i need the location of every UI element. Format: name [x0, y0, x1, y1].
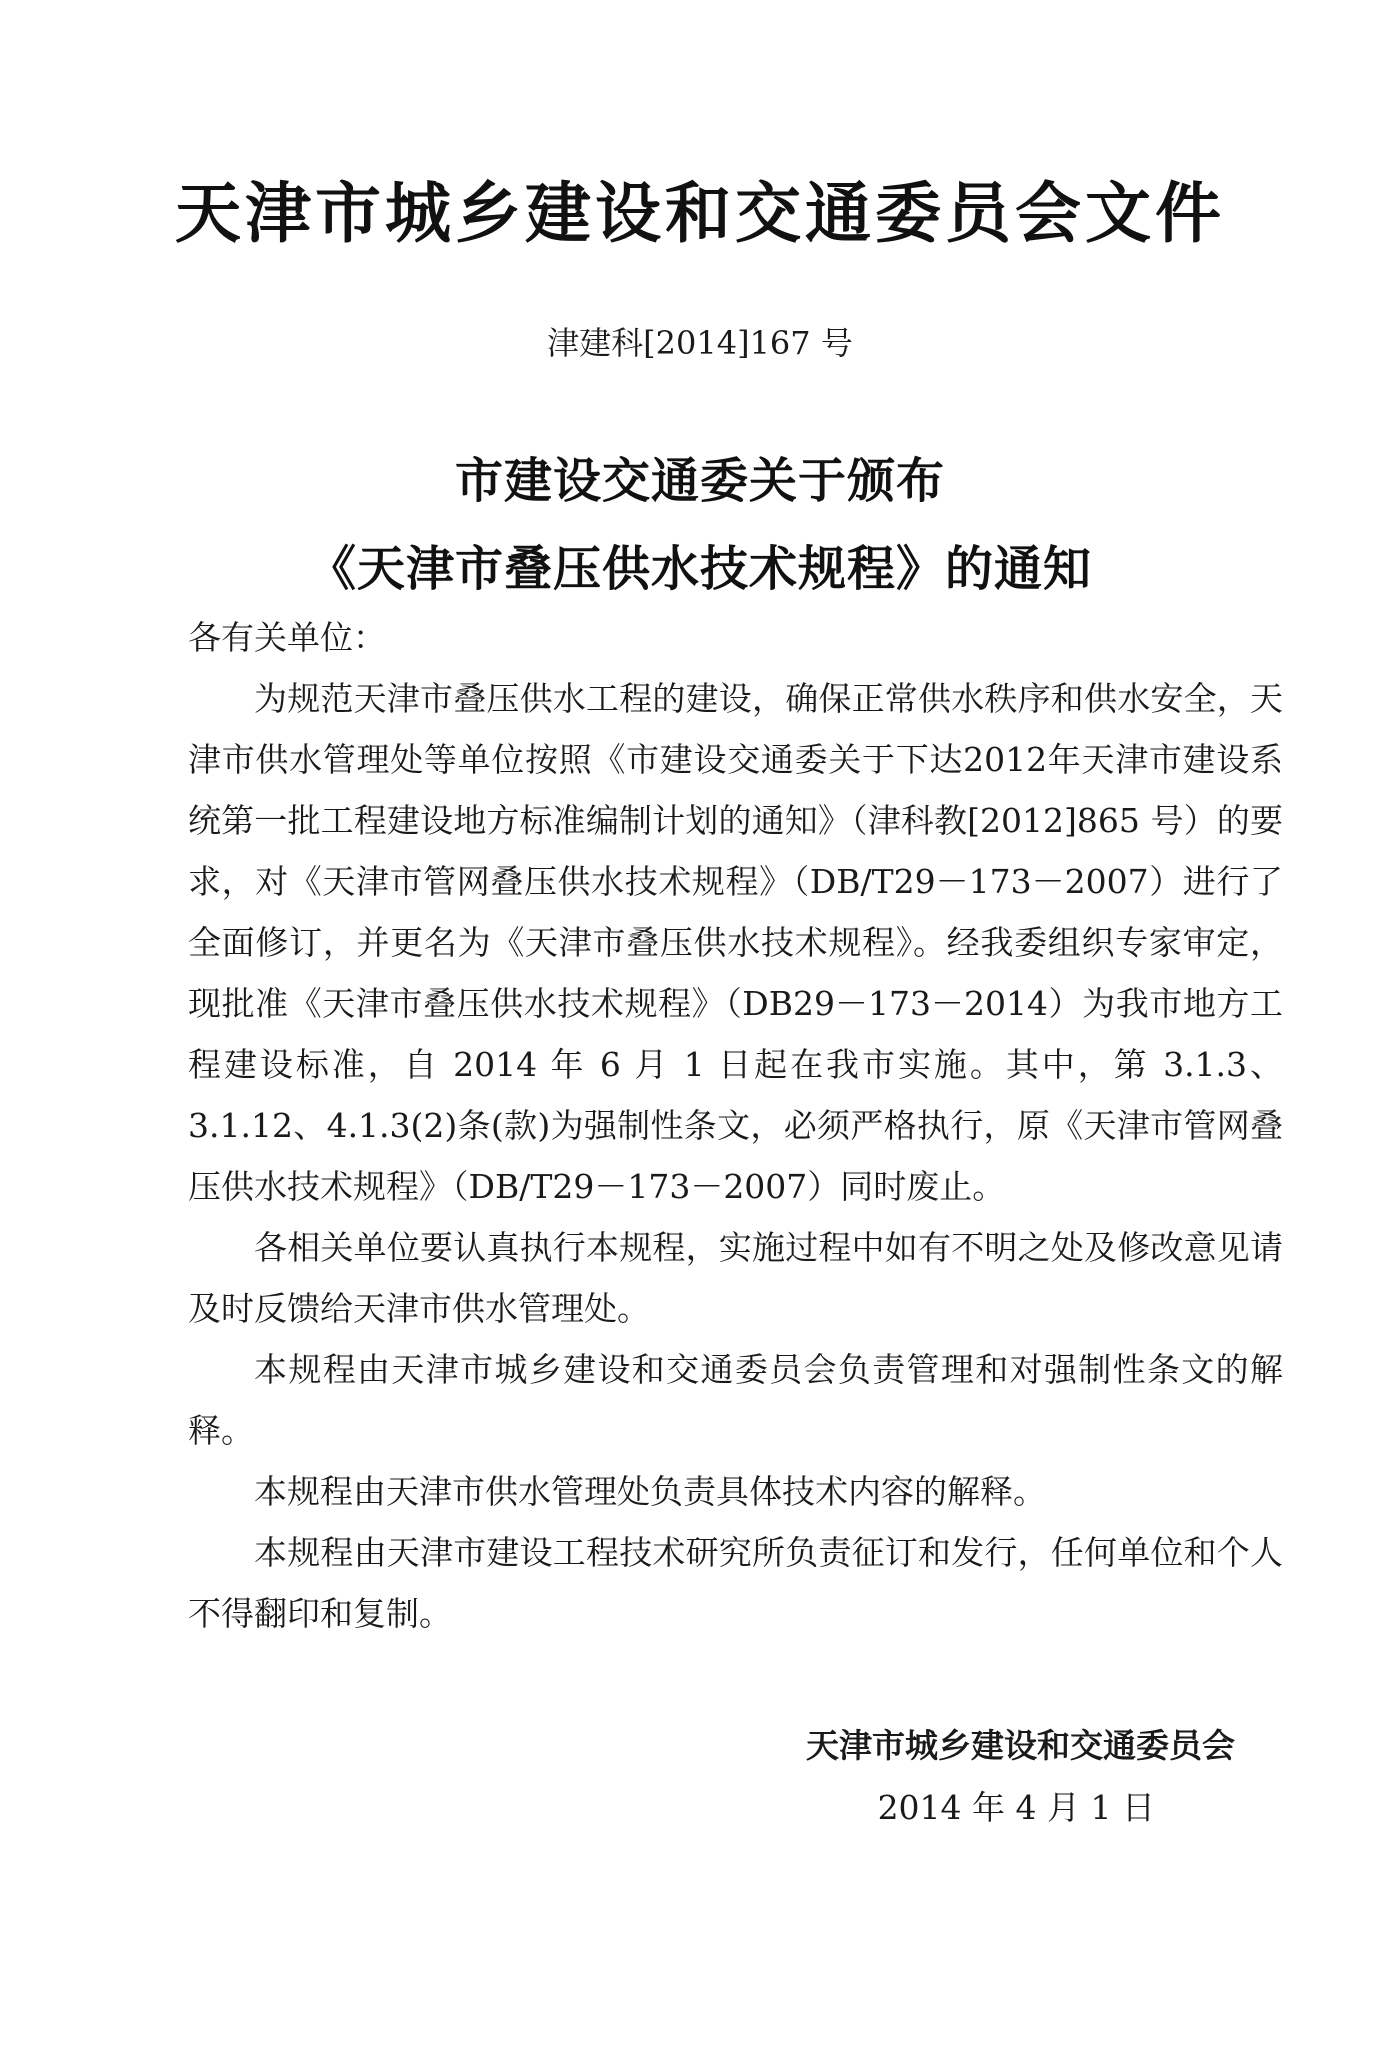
- notice-title-line-2: 《天津市叠压供水技术规程》的通知: [307, 541, 1092, 597]
- document-number: 津建科[2014]167 号: [547, 324, 853, 362]
- issuer-signature: 天津市城乡建设和交通委员会: [806, 1726, 1235, 1765]
- issue-date: 2014 年 4 月 1 日: [877, 1788, 1155, 1827]
- body-paragraph-3: 本规程由天津市城乡建设和交通委员会负责管理和对强制性条文的解释。: [188, 1350, 1283, 1450]
- notice-title-line-1: 市建设交通委关于颁布: [454, 453, 945, 509]
- document-header-title: 天津市城乡建设和交通委员会文件: [175, 174, 1225, 252]
- notice-body: [188, 668, 1283, 1644]
- body-paragraph-5: 本规程由天津市建设工程技术研究所负责征订和发行，任何单位和个人不得翻印和复制。: [188, 1533, 1283, 1633]
- body-paragraph-4: 本规程由天津市供水管理处负责具体技术内容的解释。: [254, 1472, 1046, 1511]
- body-paragraph-2: 各相关单位要认真执行本规程，实施过程中如有不明之处及修改意见请及时反馈给天津市供水管理处。: [188, 1228, 1283, 1328]
- addressee: 各有关单位：: [188, 618, 386, 657]
- body-paragraph-1: 为规范天津市叠压供水工程的建设，确保正常供水秩序和供水安全，天津市供水管理处等单位按照《市建设交通委关于下达2012年天津市建设系统第一批工程建设地方标准编制计划的通知》（津科教[2012]865 号）的要求，对《天津市管网叠压供水技术规程》（DB/T29－173－2007）进行了全面修订，并更名为《天津市叠压供水技术规程》。经我委组织专家审定，现批准《天津市叠压供水技术规程》（DB29－173－2014）为我市地方工程建设标准，自 2014 年 6 月 1 日起在我市实施。其中，第 3.1.3、3.1.12、4.1.3(2)条(款)为强制性条文，必须严格执行，原《天津市管网叠压供水技术规程》（DB/T29－173－2007）同时废止。: [188, 679, 1283, 1206]
